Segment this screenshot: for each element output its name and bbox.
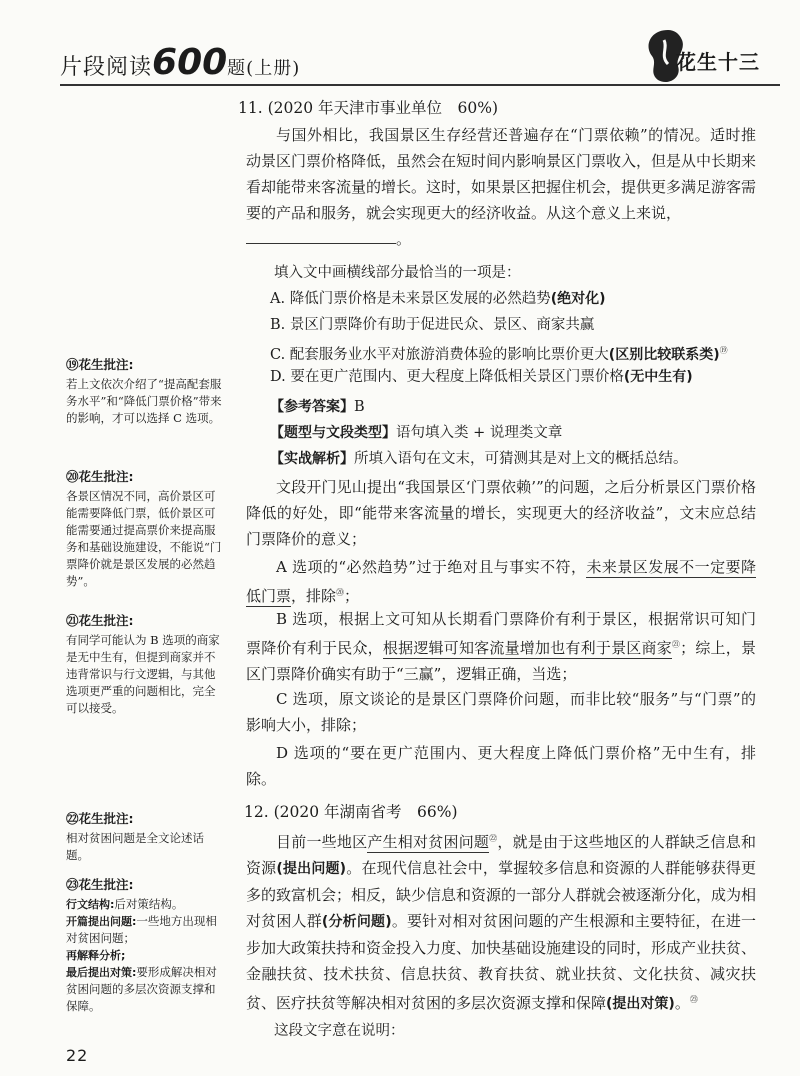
q12-passage-ref2: ㉓ [689,995,698,1004]
note-line [66,896,226,913]
option-d-text: D. 要在更广范围内、更大程度上降低相关景区门票价格 [270,369,624,385]
margin-note-21 [66,610,226,717]
margin-note-20 [66,466,226,590]
q11-end-mark: 。 [396,230,412,248]
book-title [60,42,300,83]
header-rule [60,84,780,86]
analysis-b [246,606,756,687]
q12-passage-2: ，就是由于这些地区的人群缺乏信息和资源 [246,833,756,877]
note-title: ⑲花生批注: [66,357,134,372]
q12-tag-1: (提出问题) [276,861,347,877]
q12-prompt: 这段文字意在说明： [274,1023,405,1039]
page-number: 22 [66,1046,89,1065]
book-title-prefix: 片段阅读 [60,55,153,80]
note-value: 要形成解决相对贫困问题的多层次资源支撑和保障。 [66,965,217,1013]
analysis-a-text: A 选项的“必然趋势”过于绝对且与事实不符， [276,558,587,576]
analysis-a-text2: ，排除 [291,587,337,605]
book-title-suffix: 题 [227,58,247,79]
q11-option-d [270,364,693,390]
option-a-text: A. 降低门票价格是未来景区发展的必然趋势 [270,291,551,307]
note-label: 再解释分析; [66,949,126,962]
q11-type [270,420,562,446]
note-body: 若上文依次介绍了“提高配套服务水平”和“降低门票价格”带来的影响，才可以选择 C 选项。 [66,377,222,425]
margin-note-22 [66,808,226,864]
note-line [66,947,226,964]
margin-note-23 [66,874,226,1015]
q11-prompt: 填入文中画横线部分最恰当的一项是： [274,265,521,281]
q11-passage-text: 与国外相比，我国景区生存经营还普遍存在“门票依赖”的情况。适时推动景区门票价格降低，虽然会在短时间内影响景区门票收入，但是从中长期来看却能带来客流量的增长。这时，如果景区把握住机会，提供更多满足游客需要的产品和服务，就会实现更大的经济收益。从这个意义上来说， [246,126,757,222]
q12-passage-1: 目前一些地区 [276,833,368,851]
q12-passage-3: 。在现代信息社会中，掌握较多信息和资源的人群能够获得更多的致富机会；相反，缺少信息和资源的一部分人群就会被逐渐分化，成为相对贫困人群 [246,859,757,930]
q11-blank [246,229,396,244]
analysis-a-ref: ⑳ [336,588,345,597]
analysis-a-underline: 未来景区发展不一定要降低门票 [246,558,756,605]
analysis-a-end: ； [344,587,360,605]
type-value: 语句填入类 + 说理类文章 [396,425,563,441]
analysis-p1: 文段开门见山提出“我国景区‘门票依赖’”的问题，之后分析景区门票价格降低的好处，即“能带来客流量的增长，实现更大的经济收益”，文末应总结门票降价的意义； [246,478,756,548]
q12-tag-3: (提出对策) [606,996,675,1012]
analysis-label: 【实战解析】 [270,451,354,467]
book-title-number: 600 [152,42,228,83]
q11-option-b: B. 景区门票降价有助于促进民众、景区、商家共赢 [270,317,595,333]
analysis-d: D 选项的“要在更广范围内、更大程度上降低门票价格”无中生有，排除。 [246,744,756,788]
option-c-tag: (区别比较联系类) [608,346,720,363]
book-volume: (上册) [246,58,301,79]
note-body: 各景区情况不同，高价景区可能需要降低门票，低价景区可能需要通过提高票价来提高服务和基础设施建设，不能说“门票降价就是景区发展的必然趋势”。 [66,489,222,588]
analysis-b-text: B 选项，根据上文可知从长期看门票降价有利于景区，根据常识可知门票降价有利于民众， [246,610,756,657]
margin-note-19 [66,354,226,427]
analysis-b-underline: 根据逻辑可知客流量增加也有利于景区商家 [382,639,672,657]
analysis-b-text2: ；综上，景区门票降价确实有助于“三赢”，逻辑正确，当选； [246,639,756,683]
analysis-a [246,554,756,609]
type-label: 【题型与文段类型】 [270,425,396,441]
answer-label: 【参考答案】 [270,399,354,415]
note-body: 相对贫困问题是全文论述话题。 [66,831,204,862]
note-title: ㉓花生批注: [66,877,134,892]
answer-value: B [354,399,365,415]
analysis-value: 所填入语句在文末，可猜测其是对上文的概括总结。 [354,451,688,467]
option-c-ref: ⑲ [719,346,728,355]
analysis-c: C 选项，原文谈论的是景区门票降价问题，而非比较“服务”与“门票”的影响大小，排除； [246,690,756,734]
analysis-b-ref: ㉑ [671,640,681,649]
q12-passage-ref: ㉒ [489,834,498,843]
q12-passage-4: 。要针对相对贫困问题的产生根源和主要特征，在进一步加大政策扶持和资金投入力度、加快基础设施建设的同时，形成产业扶贫、金融扶贫、技术扶贫、信息扶贫、教育扶贫、就业扶贫、文化扶贫、减灾扶贫、医疗扶贫等解决相对贫困的多层次资源支撑和保障 [246,912,757,1012]
note-label: 开篇提出问题: [66,915,137,928]
q12-passage-5: 。 [674,994,690,1012]
q12-passage-underline: 产生相对贫困问题 [367,833,490,851]
note-title: ㉒花生批注: [66,811,134,826]
q12-tag-2: (分析问题) [321,914,392,930]
note-title: ⑳花生批注: [66,469,134,484]
note-line [66,964,226,1015]
note-value: 后对策结构。 [114,897,184,911]
q12-heading: 12. (2020 年湖南省考 66%) [244,803,458,821]
q12-passage [246,826,756,1017]
note-line [66,913,226,947]
note-value: 一些地方出现相对贫困问题； [66,914,217,945]
q11-passage [246,122,756,252]
q11-option-a [270,286,606,312]
note-label: 最后提出对策: [66,966,137,979]
note-title: ㉑花生批注: [66,613,134,628]
brand [638,26,778,82]
option-a-tag: (绝对化) [550,291,606,307]
q11-answer [270,394,365,420]
option-d-tag: (无中生有) [623,369,693,385]
note-body: 有同学可能认为 B 选项的商家是无中生有，但提到商家并不违背常识与行文逻辑，与其他选项更严重的问题相比，完全可以接受。 [66,633,220,715]
brand-name: 花生十三 [676,50,760,74]
q11-analysis-intro [270,446,688,472]
note-label: 行文结构: [66,898,115,911]
q11-heading: 11. (2020 年天津市事业单位 60%) [238,99,498,117]
option-c-text: C. 配套服务业水平对旅游消费体验的影响比票价更大 [270,346,609,363]
